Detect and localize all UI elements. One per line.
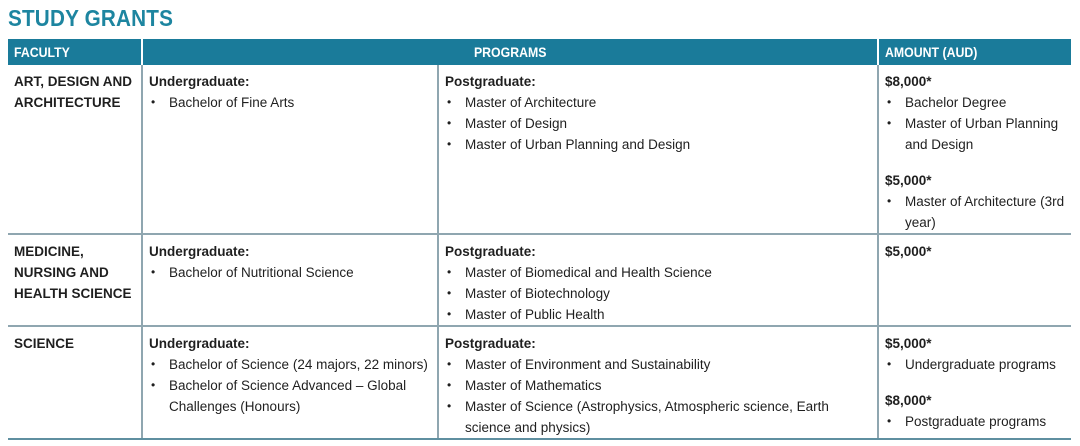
header-row	[8, 39, 1071, 65]
faculty-header: FACULTY	[8, 39, 142, 65]
list-item: • Bachelor of Nutritional Science	[149, 262, 431, 283]
amount-cell	[878, 65, 1071, 234]
amount-cell	[878, 326, 1071, 439]
undergraduate-label: Undergraduate:	[149, 336, 250, 351]
page-title: STUDY GRANTS	[8, 5, 174, 31]
amount-value: $8,000*	[885, 393, 932, 408]
list-item: • Master of Architecture (3rd year)	[885, 191, 1065, 233]
postgraduate-cell	[438, 326, 878, 439]
faculty-cell	[8, 326, 142, 439]
list-item: • Master of Environment and Sustainability	[445, 354, 871, 375]
list-item: • Master of Urban Planning and Design	[445, 134, 871, 155]
faculty-name: NURSING AND	[14, 265, 109, 280]
postgraduate-label: Postgraduate:	[445, 244, 536, 259]
table-row	[8, 234, 1071, 326]
list-item: • Bachelor Degree	[885, 92, 1065, 113]
postgraduate-label: Postgraduate:	[445, 336, 536, 351]
amount-header: AMOUNT (AUD)	[878, 39, 1071, 65]
faculty-name: ARCHITECTURE	[14, 95, 121, 110]
list-item: • Bachelor of Science (24 majors, 22 minors)	[149, 354, 431, 375]
undergraduate-cell	[142, 234, 438, 326]
faculty-name: SCIENCE	[14, 336, 75, 351]
study-grants-table	[8, 39, 1071, 440]
list-item: • Master of Urban Planning and Design	[885, 113, 1065, 155]
list-item: • Master of Design	[445, 113, 871, 134]
postgraduate-cell	[438, 65, 878, 234]
table-row	[8, 326, 1071, 439]
undergraduate-label: Undergraduate:	[149, 244, 250, 259]
faculty-name: HEALTH SCIENCE	[14, 286, 132, 301]
list-item: • Bachelor of Science Advanced – Global Challenges (Honours)	[149, 375, 431, 417]
amount-value: $5,000*	[885, 244, 932, 259]
amount-value: $5,000*	[885, 336, 932, 351]
faculty-cell	[8, 234, 142, 326]
faculty-name: ART, DESIGN AND	[14, 74, 133, 89]
postgraduate-cell	[438, 234, 878, 326]
undergraduate-cell	[142, 326, 438, 439]
undergraduate-label: Undergraduate:	[149, 74, 250, 89]
list-item: • Master of Public Health	[445, 304, 871, 325]
amount-cell	[878, 234, 1071, 326]
list-item: • Master of Science (Astrophysics, Atmospheric science, Earth science and physics)	[445, 396, 871, 438]
undergraduate-cell	[142, 65, 438, 234]
programs-header: PROGRAMS	[142, 39, 878, 65]
list-item: • Master of Architecture	[445, 92, 871, 113]
list-item: • Undergraduate programs	[885, 354, 1065, 375]
faculty-name: MEDICINE,	[14, 244, 84, 259]
list-item: • Bachelor of Fine Arts	[149, 92, 431, 113]
amount-value: $5,000*	[885, 173, 932, 188]
amount-value: $8,000*	[885, 74, 932, 89]
list-item: • Postgraduate programs	[885, 411, 1065, 432]
list-item: • Master of Biotechnology	[445, 283, 871, 304]
table-row	[8, 65, 1071, 234]
list-item: • Master of Biomedical and Health Science	[445, 262, 871, 283]
postgraduate-label: Postgraduate:	[445, 74, 536, 89]
faculty-cell	[8, 65, 142, 234]
list-item: • Master of Mathematics	[445, 375, 871, 396]
